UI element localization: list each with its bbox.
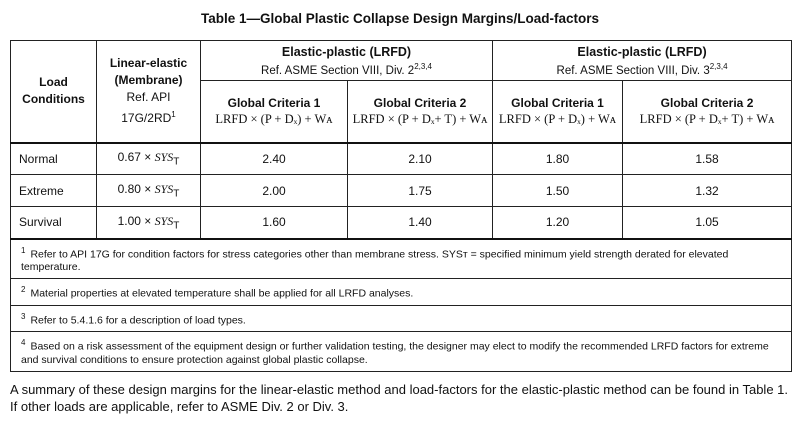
- footnote: $^1$ Refer to API 17G for condition factors for stress categories other than membrane stress. SYSᴛ = specified minimum yield strength derated for elevated temperature.: [11, 239, 792, 279]
- div3-criteria-1-header: Global Criteria 1 LRFD × (P + Dₓ) + Wᴀ: [493, 81, 623, 143]
- elastic-plastic-div3-header: Elastic-plastic (LRFD) Ref. ASME Section VIII, Div. 3$^{2,3,4}$: [493, 41, 792, 81]
- formula-criteria-1: LRFD × (P + Dₓ) + Wᴀ: [215, 112, 333, 127]
- linear-elastic-header: Linear-elastic (Membrane) Ref. API $17G/2RD^1$: [97, 41, 201, 143]
- footnote: $^4$ Based on a risk assessment of the equipment design or further validation testing, the designer may elect to modify the recommended LRFD factors for extreme and survival conditions to ensure protection against global plastic collapse.: [11, 332, 792, 372]
- table-row: Survival $1.00 \times SYS_T$ 1.60 1.40 1.20 1.05: [11, 207, 792, 239]
- div3-criteria-2-header: Global Criteria 2 LRFD × (P + Dₓ+ T) + Wᴀ: [623, 81, 792, 143]
- footnote: $^3$ Refer to 5.4.1.6 for a description of load types.: [11, 305, 792, 332]
- formula-criteria-2: LRFD × (P + Dₓ+ T) + Wᴀ: [639, 112, 775, 127]
- summary-paragraph: A summary of these design margins for the linear-elastic method and load-factors for the elastic-plastic method can be found in Table 1. If other loads are applicable, refer to ASME Div. 2 or Div. 3.: [10, 382, 789, 414]
- formula-criteria-2: LRFD × (P + Dₓ+ T) + Wᴀ: [352, 112, 488, 127]
- table-row: Extreme $0.80 \times SYS_T$ 2.00 1.75 1.50 1.32: [11, 175, 792, 207]
- footnote: $^2$ Material properties at elevated temperature shall be applied for all LRFD analyses.: [11, 279, 792, 306]
- formula-criteria-1: LRFD × (P + Dₓ) + Wᴀ: [498, 112, 617, 127]
- elastic-plastic-div2-header: Elastic-plastic (LRFD) Ref. ASME Section VIII, Div. 2$^{2,3,4}$: [201, 41, 493, 81]
- table-title: Table 1—Global Plastic Collapse Design Margins/Load-factors: [200, 11, 600, 26]
- table-row: Normal $0.67 \times SYS_T$ 2.40 2.10 1.80 1.58: [11, 143, 792, 175]
- design-margins-table: [10, 40, 792, 372]
- div2-criteria-1-header: Global Criteria 1 LRFD × (P + Dₓ) + Wᴀ: [201, 81, 348, 143]
- load-conditions-header: Load Conditions: [11, 41, 97, 143]
- div2-criteria-2-header: Global Criteria 2 LRFD × (P + Dₓ+ T) + Wᴀ: [348, 81, 493, 143]
